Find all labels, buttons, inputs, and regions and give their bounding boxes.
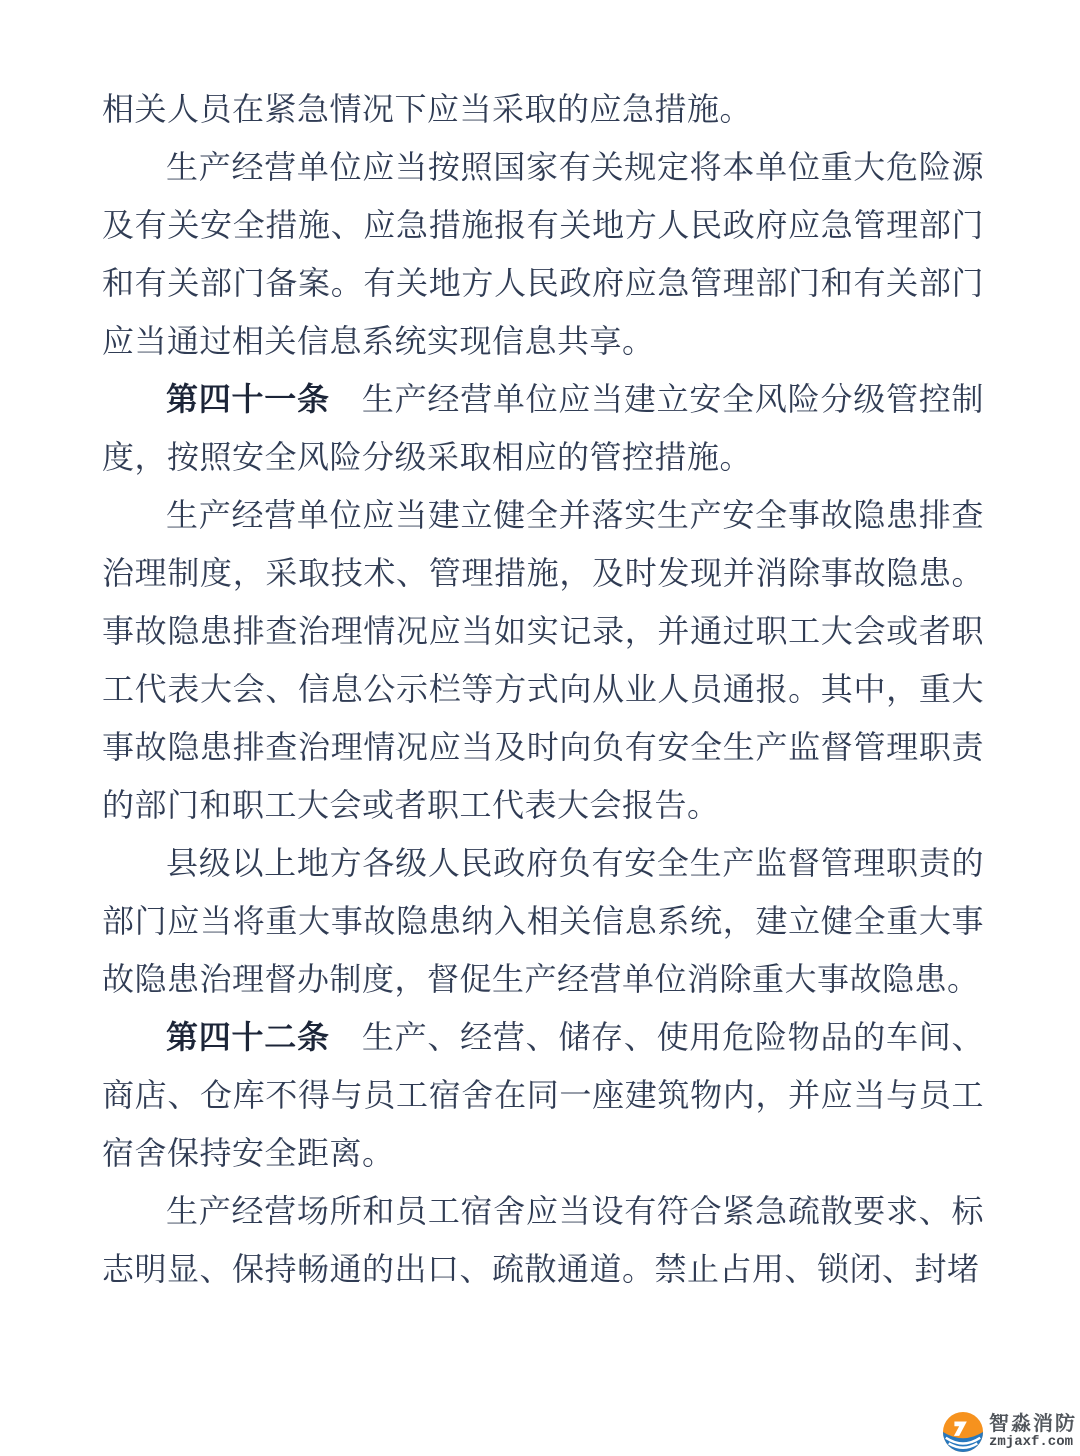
watermark-url: zmjaxf.com [989, 1434, 1074, 1451]
article-number: 第四十一条 [166, 381, 330, 417]
paragraph-text: 生产经营单位应当建立安全风险分级管控制度，按照安全风险分级采取相应的管控措施。 [102, 381, 984, 475]
paragraph-text: 生产经营单位应当按照国家有关规定将本单位重大危险源及有关安全措施、应急措施报有关地方人民政府应急管理部门和有关部门备案。有关地方人民政府应急管理部门和有关部门应当通过相关信息系统实现信息共享。 [102, 149, 984, 359]
paragraph-article-41 [102, 370, 984, 486]
watermark-text [989, 1414, 1077, 1450]
watermark-brand-name: 智淼消防 [989, 1413, 1077, 1436]
article-number: 第四十二条 [166, 1019, 330, 1055]
paragraph [102, 1182, 984, 1298]
paragraph-text: 生产、经营、储存、使用危险物品的车间、商店、仓库不得与员工宿舍在同一座建筑物内，并应当与员工宿舍保持安全距离。 [102, 1019, 984, 1171]
paragraph [102, 138, 984, 370]
paragraph [102, 80, 984, 138]
document-body [102, 80, 984, 1298]
paragraph [102, 486, 984, 834]
paragraph [102, 834, 984, 1008]
paragraph-text: 县级以上地方各级人民政府负有安全生产监督管理职责的部门应当将重大事故隐患纳入相关信息系统，建立健全重大事故隐患治理督办制度，督促生产经营单位消除重大事故隐患。 [102, 845, 984, 997]
zhimiao-fire-logo-icon [942, 1411, 984, 1453]
watermark [942, 1411, 1077, 1453]
paragraph-text: 生产经营场所和员工宿舍应当设有符合紧急疏散要求、标志明显、保持畅通的出口、疏散通道。禁止占用、锁闭、封堵 [102, 1193, 984, 1287]
paragraph-article-42 [102, 1008, 984, 1182]
paragraph-text: 相关人员在紧急情况下应当采取的应急措施。 [102, 91, 753, 127]
paragraph-text: 生产经营单位应当建立健全并落实生产安全事故隐患排查治理制度，采取技术、管理措施，及时发现并消除事故隐患。事故隐患排查治理情况应当如实记录，并通过职工大会或者职工代表大会、信息公示栏等方式向从业人员通报。其中，重大事故隐患排查治理情况应当及时向负有安全生产监督管理职责的部门和职工大会或者职工代表大会报告。 [102, 497, 984, 823]
